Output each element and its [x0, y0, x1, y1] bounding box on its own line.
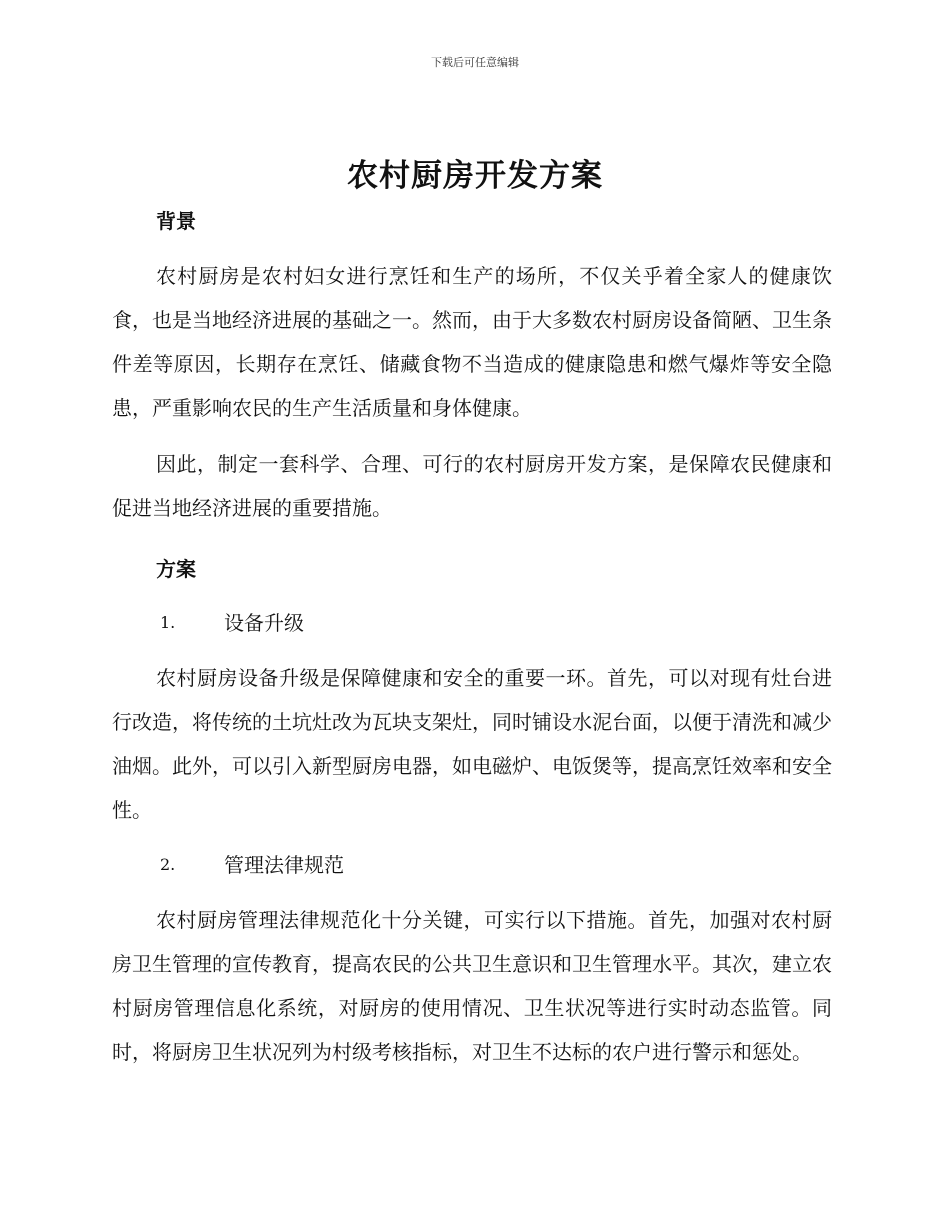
background-paragraph-1: 农村厨房是农村妇女进行烹饪和生产的场所，不仅关乎着全家人的健康饮食，也是当地经济进展的基础之一。然而，由于大多数农村厨房设备简陋、卫生条件差等原因，长期存在烹饪、储藏食物不当造成的健康隐患和燃气爆炸等安全隐患，严重影响农民的生产生活质量和身体健康。 — [112, 264, 832, 420]
background-paragraph-2: 因此，制定一套科学、合理、可行的农村厨房开发方案，是保障农民健康和促进当地经济进展的重要措施。 — [112, 452, 832, 520]
document-body — [112, 200, 832, 1074]
plan-item-2-heading — [112, 844, 832, 886]
plan-item-1-number: 1. — [160, 613, 176, 632]
plan-item-2-number: 2. — [160, 855, 176, 874]
page-header-note: 下载后可任意编辑 — [431, 56, 519, 69]
section-heading-background: 背景 — [156, 209, 196, 233]
plan-item-2-title: 管理法律规范 — [224, 853, 344, 877]
plan-item-1-title: 设备升级 — [224, 611, 304, 635]
plan-item-1-paragraph: 农村厨房设备升级是保障健康和安全的重要一环。首先，可以对现有灶台进行改造，将传统的土坑灶改为瓦块支架灶，同时铺设水泥台面，以便于清洗和减少油烟。此外，可以引入新型厨房电器，如电磁炉、电饭煲等，提高烹饪效率和安全性。 — [112, 666, 832, 822]
plan-item-2-paragraph: 农村厨房管理法律规范化十分关键，可实行以下措施。首先，加强对农村厨房卫生管理的宣传教育，提高农民的公共卫生意识和卫生管理水平。其次，建立农村厨房管理信息化系统，对厨房的使用情况、卫生状况等进行实时动态监管。同时，将厨房卫生状况列为村级考核指标，对卫生不达标的农户进行警示和惩处。 — [112, 908, 832, 1064]
document-title: 农村厨房开发方案 — [347, 158, 603, 194]
section-heading-plan: 方案 — [156, 557, 196, 581]
plan-item-1-heading — [112, 602, 832, 644]
